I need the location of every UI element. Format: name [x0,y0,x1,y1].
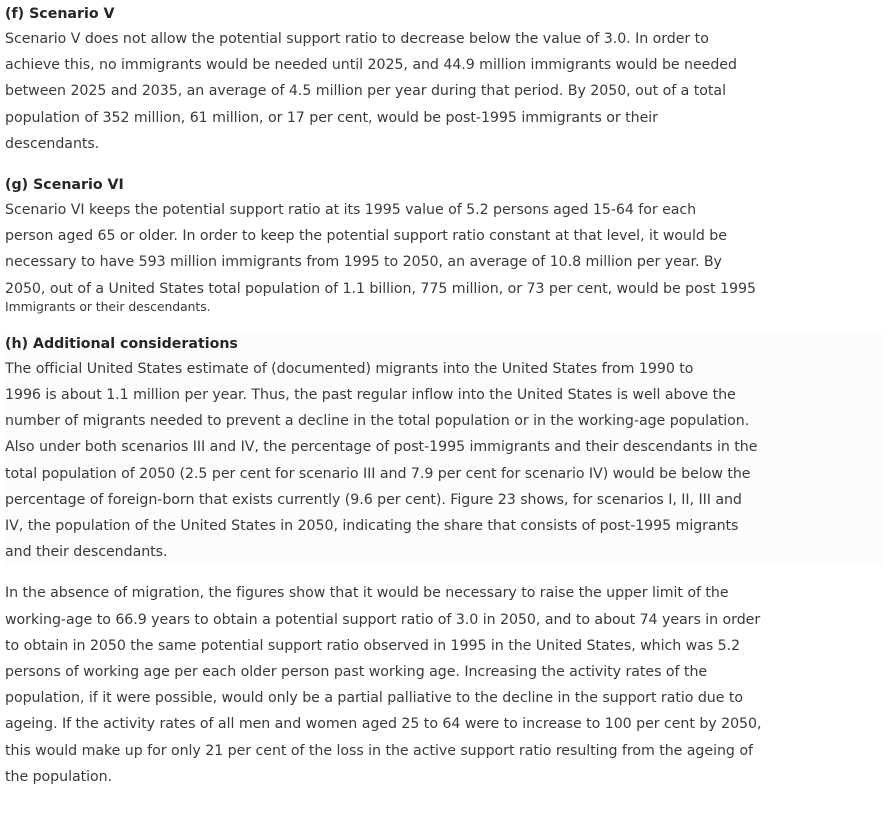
section-scenario-vi [5,174,884,315]
text-line: ageing. If the activity rates of all men and women aged 25 to 64 were to increase to 100 per cent by 2050, [5,716,762,733]
paragraph [5,580,884,790]
text-line: Also under both scenarios III and IV, the percentage of post-1995 immigrants and their descendants in the [5,439,758,456]
text-line: working-age to 66.9 years to obtain a potential support ratio of 3.0 in 2050, and to about 74 years in order [5,611,761,628]
section-heading: (f) Scenario V [5,6,115,22]
text-line: between 2025 and 2035, an average of 4.5 million per year during that period. By 2050, out of a total [5,83,726,100]
text-line: and their descendants. [5,544,168,561]
section-additional-considerations [5,333,884,566]
text-line: 2050, out of a United States total population of 1.1 billion, 775 million, or 73 per cent, would be post 1995 [5,280,756,297]
text-line: total population of 2050 (2.5 per cent for scenario III and 7.9 per cent for scenario IV) would be below the [5,465,751,482]
text-line-small: Immigrants or their descendants. [5,298,211,314]
text-line: the population. [5,768,113,785]
text-line: In the absence of migration, the figures show that it would be necessary to raise the upper limit of the [5,585,729,602]
text-line: necessary to have 593 million immigrants from 1995 to 2050, an average of 10.8 million per year. By [5,254,722,271]
text-line: descendants. [5,135,100,152]
text-line: person aged 65 or older. In order to keep the potential support ratio constant at that level, it would be [5,228,727,245]
text-line: number of migrants needed to prevent a decline in the total population or in the working-age population. [5,413,750,430]
paragraph [5,356,884,566]
paragraph [5,197,884,315]
section-final-paragraph [5,580,884,790]
text-line: Scenario V does not allow the potential support ratio to decrease below the value of 3.0. In order to [5,31,709,47]
text-line: achieve this, no immigrants would be needed until 2025, and 44.9 million immigrants would be needed [5,57,737,74]
text-line: to obtain in 2050 the same potential support ratio observed in 1995 in the United States, which was 5.2 [5,637,741,654]
text-line: 1996 is about 1.1 million per year. Thus, the past regular inflow into the United States is well above the [5,387,736,404]
text-line: The official United States estimate of (documented) migrants into the United States from 1990 to [5,360,694,377]
text-line: persons of working age per each older person past working age. Increasing the activity rates of the [5,664,708,681]
text-line: Scenario VI keeps the potential support ratio at its 1995 value of 5.2 persons aged 15-64 for each [5,202,697,219]
text-line: population, if it were possible, would only be a partial palliative to the decline in the support ratio due to [5,690,744,707]
text-line: this would make up for only 21 per cent of the loss in the active support ratio resulting from the ageing of [5,742,753,759]
section-heading: (h) Additional considerations [5,335,238,352]
text-line: percentage of foreign-born that exists currently (9.6 per cent). Figure 23 shows, for scenarios I, II, III and [5,491,742,508]
paragraph [5,26,884,157]
section-heading: (g) Scenario VI [5,177,124,194]
section-scenario-v [5,3,884,157]
text-line: population of 352 million, 61 million, or 17 per cent, would be post-1995 immigrants or their [5,109,658,126]
text-line: IV, the population of the United States in 2050, indicating the share that consists of post-1995 migrants [5,518,739,535]
